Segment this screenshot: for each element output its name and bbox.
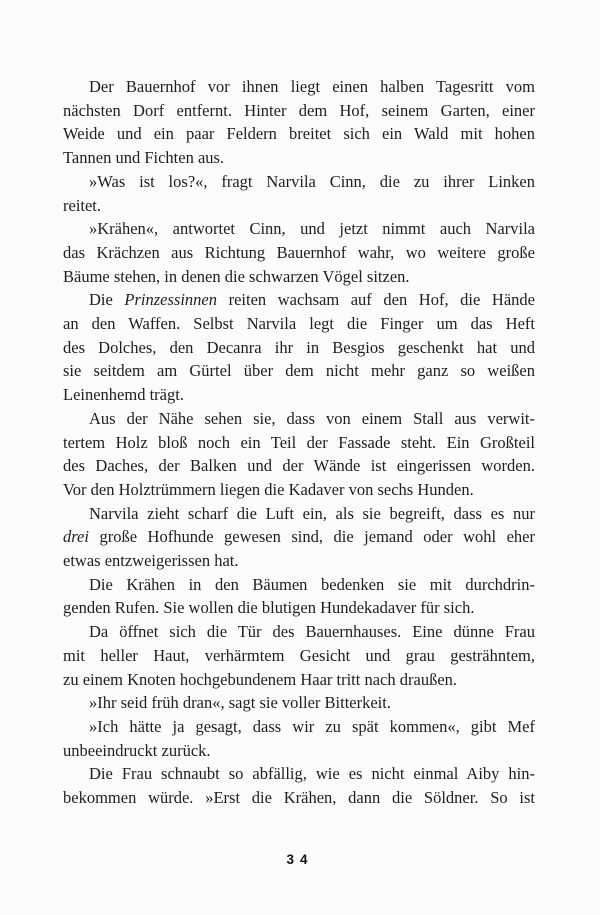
text-line [63, 407, 535, 431]
paragraph [63, 407, 535, 502]
paragraph [63, 691, 535, 715]
text-segment: »Was ist los?«, fragt Narvila Cinn, die zu ihrer Linken [89, 171, 535, 191]
text-line [63, 288, 535, 312]
text-line [63, 194, 535, 218]
text-segment: zu einem Knoten hochgebundenem Haar tritt nach draußen. [63, 669, 458, 689]
text-segment: Weide und ein paar Feldern breitet sich ein Wald mit hohen [63, 124, 535, 144]
paragraph [63, 75, 535, 170]
text-segment: genden Rufen. Sie wollen die blutigen Hundekadaver für sich. [63, 598, 475, 618]
text-segment: bekommen würde. »Erst die Krähen, dann die Söldner. So ist [63, 788, 535, 808]
text-line [63, 75, 535, 99]
text-line [63, 691, 535, 715]
italic-text: drei [63, 527, 89, 547]
text-line [63, 217, 535, 241]
text-line [63, 454, 535, 478]
text-segment: sie seitdem am Gürtel über dem nicht mehr ganz so weißen [63, 361, 535, 381]
paragraph [63, 502, 535, 573]
text-segment: Leinenhemd trägt. [63, 385, 184, 405]
paragraph [63, 762, 535, 809]
text-line [63, 525, 535, 549]
paragraph [63, 715, 535, 762]
text-segment: des Dolches, den Decanra ihr in Besgios geschenkt hat und [63, 337, 535, 357]
text-line [63, 596, 535, 620]
text-segment: »Ich hätte ja gesagt, dass wir zu spät kommen«, gibt Mef [89, 716, 535, 736]
text-line [63, 265, 535, 289]
text-segment: an den Waffen. Selbst Narvila legt die Finger um das Heft [63, 314, 535, 334]
page-footer [0, 851, 600, 869]
paragraph [63, 573, 535, 620]
text-segment: Aus der Nähe sehen sie, dass von einem Stall aus verwit- [89, 408, 535, 428]
text-line [63, 644, 535, 668]
text-line [63, 383, 535, 407]
text-segment: Da öffnet sich die Tür des Bauernhauses. Eine dünne Frau [89, 622, 535, 642]
text-segment: unbeeindruckt zurück. [63, 740, 211, 760]
text-segment: reitet. [63, 195, 102, 215]
text-line [63, 478, 535, 502]
text-segment: nächsten Dorf entfernt. Hinter dem Hof, seinem Garten, einer [63, 100, 535, 120]
text-line [63, 620, 535, 644]
text-segment: reiten wachsam auf den Hof, die Hände [217, 290, 535, 310]
text-line [63, 786, 535, 810]
text-line [63, 502, 535, 526]
text-line [63, 122, 535, 146]
paragraph [63, 217, 535, 288]
text-segment: große Hofhunde gewesen sind, die jemand oder wohl eher [88, 527, 535, 547]
text-segment: des Daches, der Balken und der Wände ist eingerissen worden. [63, 456, 535, 476]
text-segment: Narvila zieht scharf die Luft ein, als sie begreift, dass es nur [89, 503, 535, 523]
text-segment: Vor den Holztrümmern liegen die Kadaver von sechs Hunden. [63, 479, 474, 499]
text-segment: Tannen und Fichten aus. [63, 148, 225, 168]
text-line [63, 336, 535, 360]
text-line [63, 146, 535, 170]
text-line [63, 715, 535, 739]
page-number: 34 [286, 852, 314, 867]
text-segment: Die Krähen in den Bäumen bedenken sie mit durchdrin- [89, 574, 535, 594]
text-line [63, 762, 535, 786]
text-line [63, 359, 535, 383]
paragraph [63, 288, 535, 407]
text-line [63, 549, 535, 573]
text-segment: Der Bauernhof vor ihnen liegt einen halben Tagesritt vom [89, 77, 535, 96]
paragraph [63, 170, 535, 217]
text-line [63, 170, 535, 194]
text-segment: tertem Holz bloß noch ein Teil der Fassade steht. Ein Großteil [63, 432, 535, 452]
text-line [63, 668, 535, 692]
text-line [63, 573, 535, 597]
text-segment: Die [89, 290, 125, 310]
italic-text: Prinzessinnen [124, 290, 218, 310]
text-block [63, 75, 535, 810]
text-segment: »Ihr seid früh dran«, sagt sie voller Bitterkeit. [89, 693, 391, 713]
text-line [63, 312, 535, 336]
text-segment: etwas entzweigerissen hat. [63, 551, 239, 571]
text-segment: Die Frau schnaubt so abfällig, wie es nicht einmal Aiby hin- [89, 764, 535, 784]
text-line [63, 241, 535, 265]
text-segment: »Krähen«, antwortet Cinn, und jetzt nimmt auch Narvila [89, 219, 535, 239]
text-segment: mit heller Haut, verhärmtem Gesicht und grau gesträhntem, [63, 645, 535, 665]
paragraph [63, 620, 535, 691]
text-line [63, 739, 535, 763]
text-segment: das Krächzen aus Richtung Bauernhof wahr, wo weitere große [63, 242, 535, 262]
text-segment: Bäume stehen, in denen die schwarzen Vögel sitzen. [63, 266, 410, 286]
text-line [63, 431, 535, 455]
text-line [63, 99, 535, 123]
